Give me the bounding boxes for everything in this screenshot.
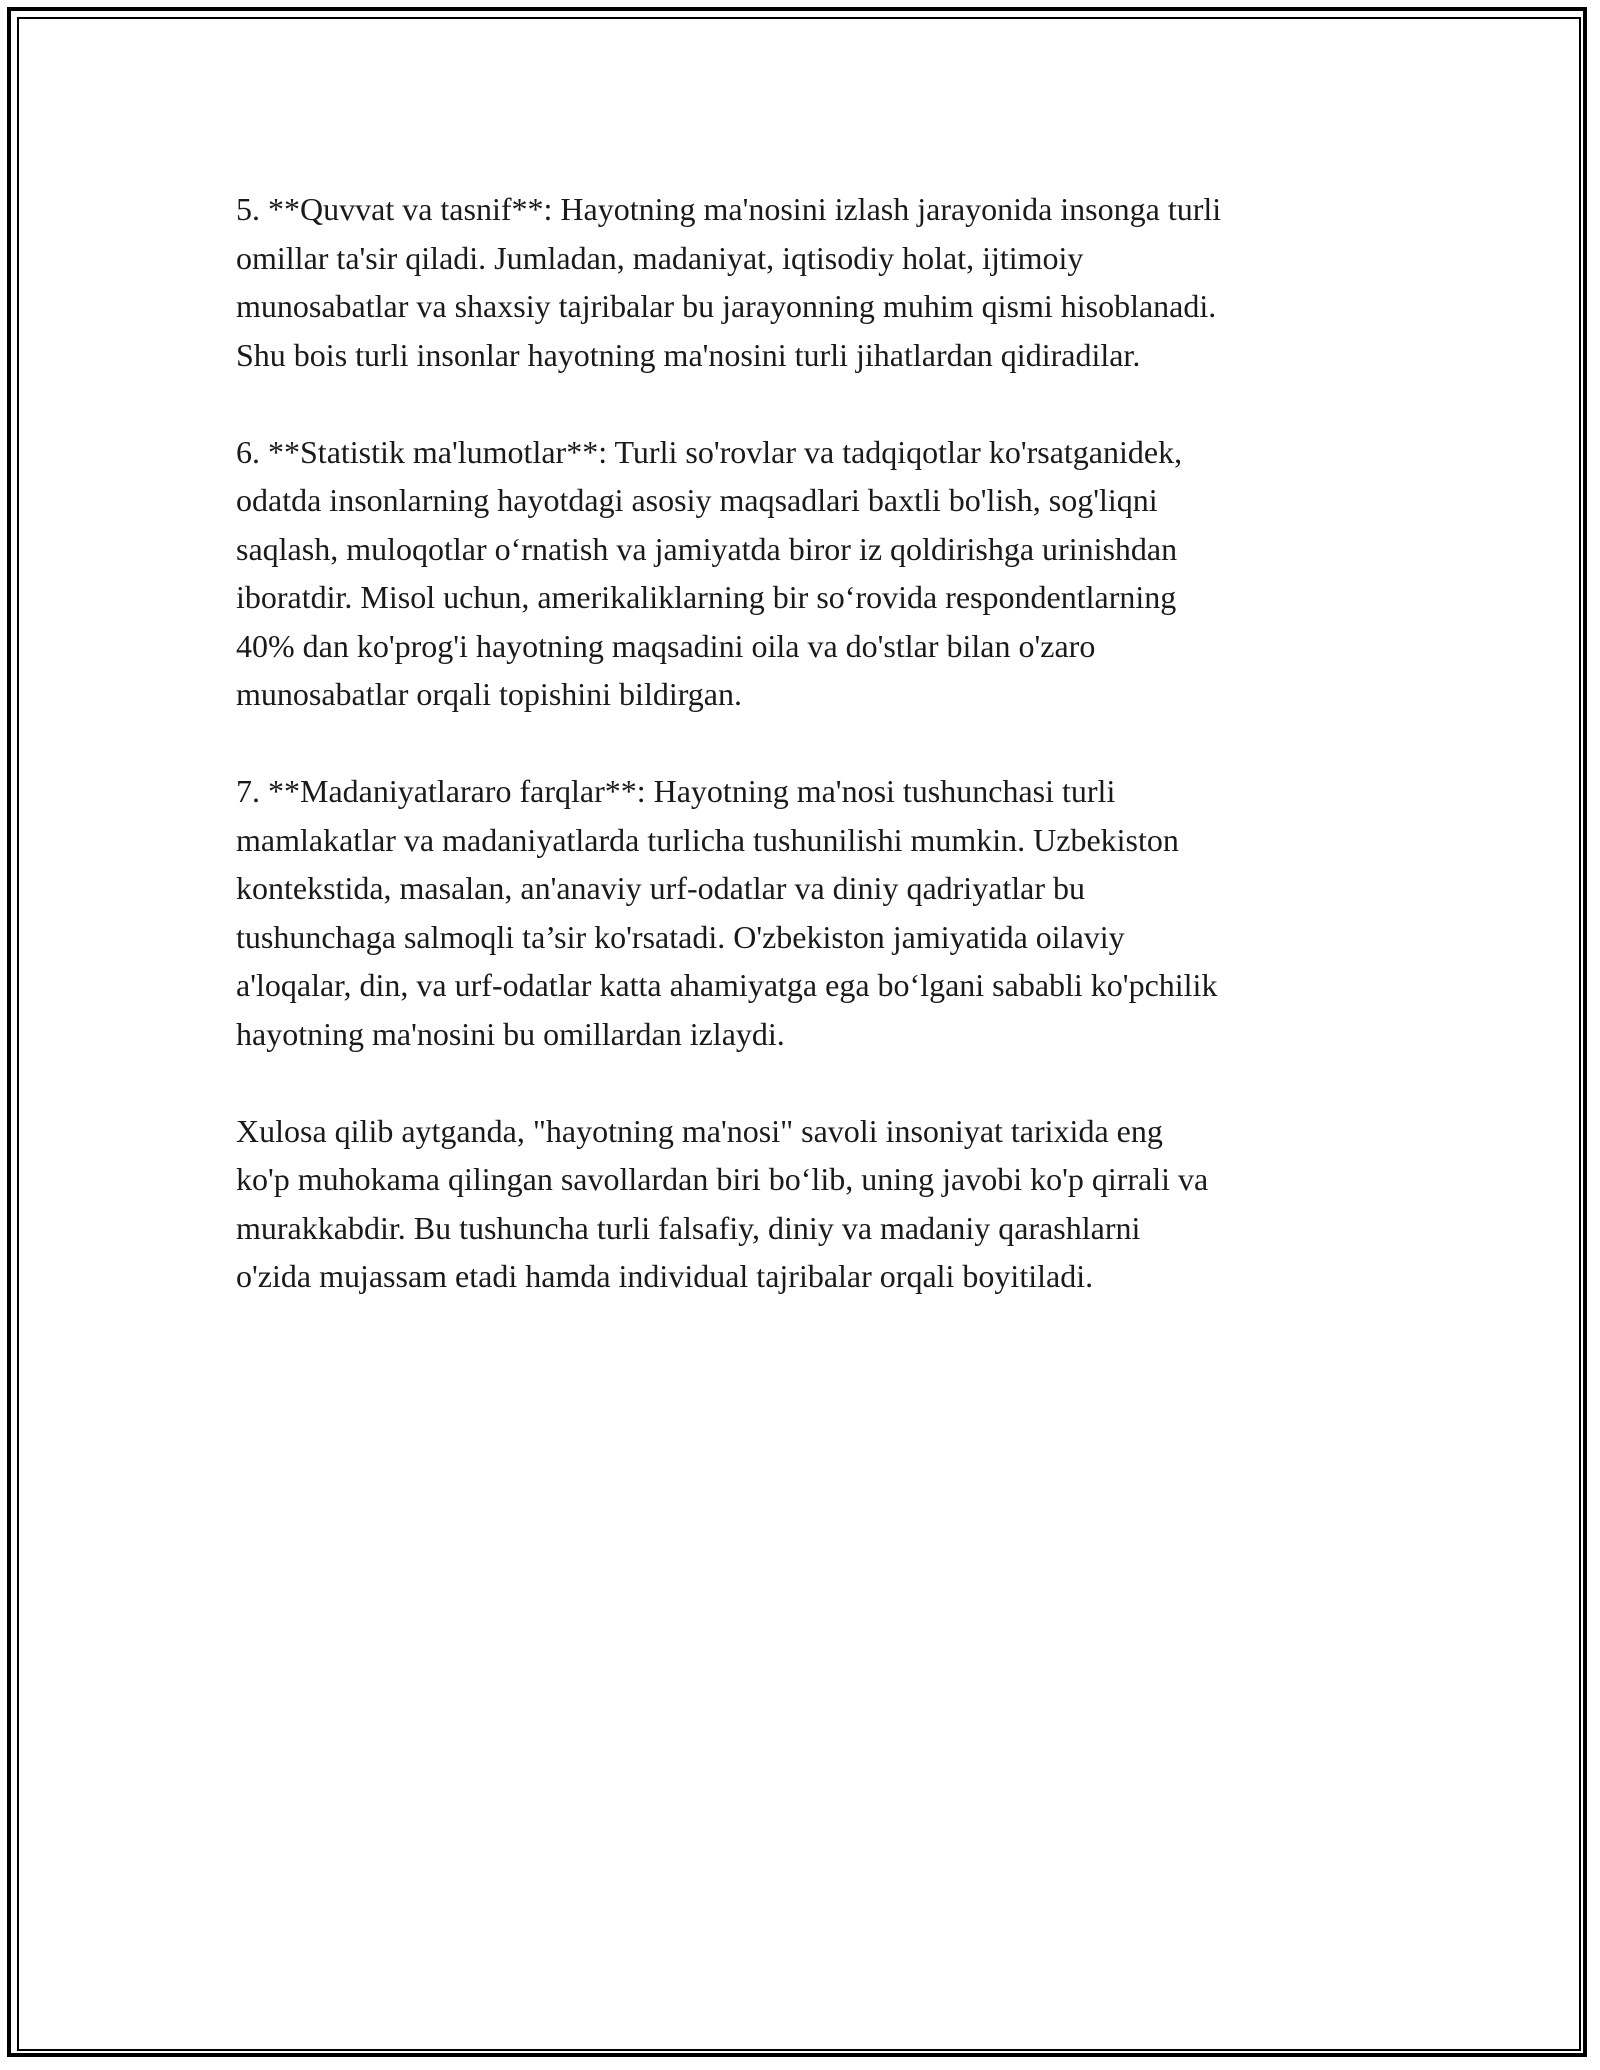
text-line: 5. **Quvvat va tasnif**: Hayotning ma'nosini izlash jarayonida insonga turli bbox=[236, 191, 1222, 227]
text-line: a'loqalar, din, va urf-odatlar katta ahamiyatga ega bo‘lgani sababli ko'pchilik bbox=[236, 967, 1218, 1003]
paragraph-xulosa bbox=[236, 1107, 1376, 1301]
text-line: iboratdir. Misol uchun, amerikaliklarning bir so‘rovida respondentlarning bbox=[236, 579, 1177, 615]
text-line: mamlakatlar va madaniyatlarda turlicha tushunilishi mumkin. Uzbekiston bbox=[236, 821, 1179, 858]
text-line: ko'p muhokama qilingan savollardan biri bo‘lib, uning javobi ko'p qirrali va bbox=[236, 1161, 1209, 1197]
text-line: murakkabdir. Bu tushuncha turli falsafiy, diniy va madaniy qarashlarni bbox=[236, 1209, 1141, 1246]
text-line: 40% dan ko'prog'i hayotning maqsadini oila va do'stlar bilan o'zaro bbox=[236, 627, 1096, 664]
document-body bbox=[236, 185, 1376, 1349]
text-line: kontekstida, masalan, an'anaviy urf-odatlar va diniy qadriyatlar bu bbox=[236, 870, 1086, 906]
paragraph-quvvat-va-tasnif bbox=[236, 185, 1376, 379]
text-line: Xulosa qilib aytganda, "hayotning ma'nosi" savoli insoniyat tarixida eng bbox=[236, 1112, 1163, 1149]
text-line: odatda insonlarning hayotdagi asosiy maqsadlari baxtli bo'lish, sog'liqni bbox=[236, 482, 1158, 518]
paragraph-madaniyatlararo-farqlar bbox=[236, 767, 1376, 1058]
text-line: 7. **Madaniyatlararo farqlar**: Hayotning ma'nosi tushunchasi turli bbox=[236, 773, 1116, 809]
text-line: Shu bois turli insonlar hayotning ma'nosini turli jihatlardan qidiradilar. bbox=[236, 336, 1141, 373]
text-line: 6. **Statistik ma'lumotlar**: Turli so'rovlar va tadqiqotlar ko'rsatganidek, bbox=[236, 433, 1183, 470]
text-line: munosabatlar orqali topishini bildirgan. bbox=[236, 676, 742, 712]
text-line: omillar ta'sir qiladi. Jumladan, madaniyat, iqtisodiy holat, ijtimoiy bbox=[236, 239, 1084, 276]
text-line: tushunchaga salmoqli ta’sir ko'rsatadi. O'zbekiston jamiyatida oilaviy bbox=[236, 918, 1125, 955]
paragraph-statistik-malumotlar bbox=[236, 428, 1376, 719]
text-line: hayotning ma'nosini bu omillardan izlaydi. bbox=[236, 1015, 785, 1052]
text-line: munosabatlar va shaxsiy tajribalar bu jarayonning muhim qismi hisoblanadi. bbox=[236, 288, 1217, 324]
text-line: saqlash, muloqotlar o‘rnatish va jamiyatda biror iz qoldirishga urinishdan bbox=[236, 530, 1178, 567]
text-line: o'zida mujassam etadi hamda individual tajribalar orqali boyitiladi. bbox=[236, 1258, 1094, 1294]
